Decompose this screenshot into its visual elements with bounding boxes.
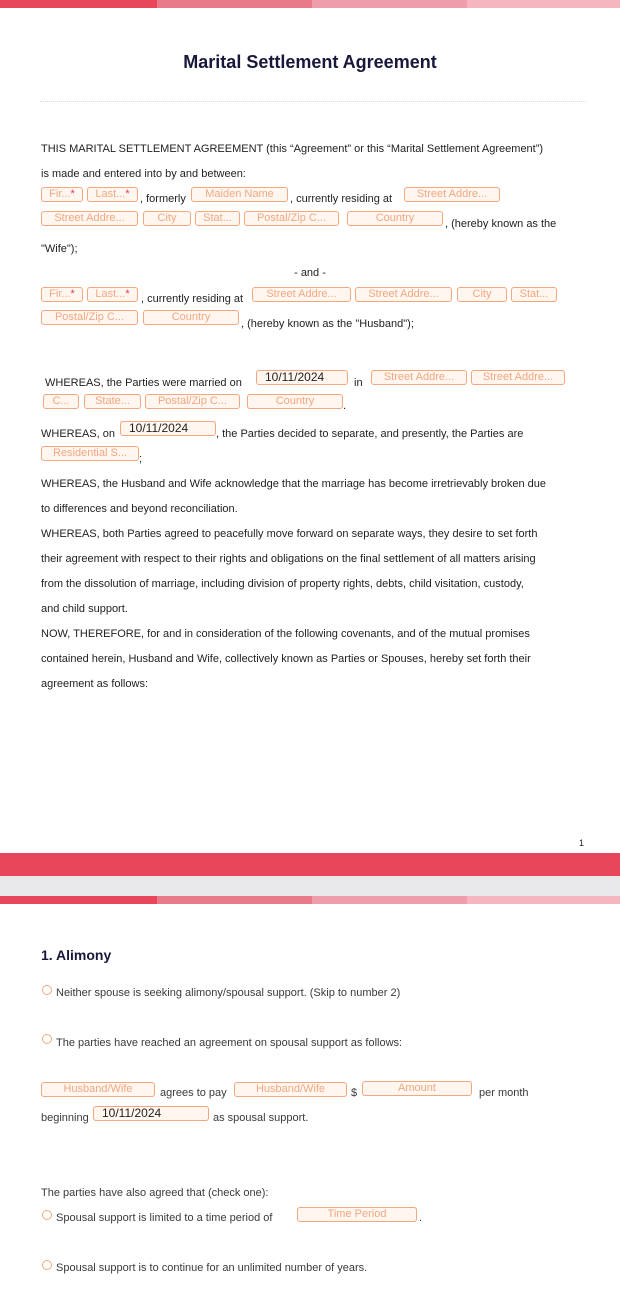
whereas-3-line-1: WHEREAS, the Husband and Wife acknowledge that the marriage has become irretrievably broken due bbox=[41, 478, 547, 490]
option-agreement-label: The parties have reached an agreement on spousal support as follows: bbox=[56, 1037, 403, 1049]
whereas-4-line-4: and child support. bbox=[41, 603, 128, 615]
husband-postal-field[interactable]: Postal/Zip C... bbox=[41, 310, 138, 325]
residential-status-field[interactable]: Residential S... bbox=[41, 446, 139, 461]
wife-state-field[interactable]: Stat... bbox=[195, 211, 240, 226]
separation-on-label: WHEREAS, on bbox=[41, 428, 115, 440]
husband-country-field[interactable]: Country bbox=[143, 310, 239, 325]
whereas-4-line-2: their agreement with respect to their rights and obligations on the final settlement of all matters arising bbox=[41, 553, 536, 565]
wife-last-name-field[interactable]: Last...* bbox=[87, 187, 138, 202]
husband-street-field[interactable]: Street Addre... bbox=[252, 287, 351, 302]
option-no-alimony-radio[interactable] bbox=[42, 985, 52, 995]
marriage-street-field[interactable]: Street Addre... bbox=[371, 370, 467, 385]
option-agreement-radio[interactable] bbox=[42, 1034, 52, 1044]
wife-first-name-field[interactable]: Fir...* bbox=[41, 187, 83, 202]
now-therefore-line-3: agreement as follows: bbox=[41, 678, 148, 690]
marriage-country-field[interactable]: Country bbox=[247, 394, 343, 409]
option-unlimited-radio[interactable] bbox=[42, 1260, 52, 1270]
payer-field[interactable]: Husband/Wife bbox=[41, 1082, 155, 1097]
option-limited-label: Spousal support is limited to a time period of bbox=[56, 1212, 273, 1224]
marriage-postal-field[interactable]: Postal/Zip C... bbox=[145, 394, 240, 409]
separation-label: , the Parties decided to separate, and presently, the Parties are bbox=[216, 428, 524, 440]
husband-first-name-field[interactable]: Fir...* bbox=[41, 287, 83, 302]
in-label: in bbox=[354, 377, 363, 389]
wife-postal-field[interactable]: Postal/Zip C... bbox=[244, 211, 339, 226]
husband-residing-label: , currently residing at bbox=[141, 293, 244, 305]
intro-line-1: THIS MARITAL SETTLEMENT AGREEMENT (this “Agreement” or this “Marital Settlement Agreement”) bbox=[41, 143, 544, 155]
wife-known-label: , (hereby known as the bbox=[445, 218, 557, 230]
page-number: 1 bbox=[579, 838, 585, 848]
header-stripe bbox=[0, 0, 620, 8]
option-unlimited-label: Spousal support is to continue for an unlimited number of years. bbox=[56, 1262, 368, 1274]
marriage-date-field[interactable]: 10/11/2024 bbox=[256, 370, 348, 385]
wife-end-label: "Wife"); bbox=[41, 243, 78, 255]
option-limited-radio[interactable] bbox=[42, 1210, 52, 1220]
header-stripe-2 bbox=[0, 896, 620, 904]
married-period: . bbox=[343, 400, 347, 412]
footer-bar bbox=[0, 853, 620, 876]
document-title: Marital Settlement Agreement bbox=[183, 52, 437, 72]
marriage-state-field[interactable]: State... bbox=[84, 394, 141, 409]
beginning-date-field[interactable]: 10/11/2024 bbox=[93, 1106, 209, 1121]
limited-period: . bbox=[419, 1212, 423, 1224]
per-month-label: per month bbox=[479, 1087, 529, 1099]
now-therefore-line-2: contained herein, Husband and Wife, collectively known as Parties or Spouses, hereby set forth their bbox=[41, 653, 531, 665]
husband-street-2-field[interactable]: Street Addre... bbox=[355, 287, 452, 302]
title-divider bbox=[40, 101, 586, 102]
whereas-3-line-2: to differences and beyond reconciliation. bbox=[41, 503, 238, 515]
marriage-city-field[interactable]: C... bbox=[43, 394, 79, 409]
wife-residing-label: , currently residing at bbox=[290, 193, 393, 205]
wife-city-field[interactable]: City bbox=[143, 211, 191, 226]
whereas-4-line-1: WHEREAS, both Parties agreed to peacefully move forward on separate ways, they desire to set forth bbox=[41, 528, 538, 540]
husband-state-field[interactable]: Stat... bbox=[511, 287, 557, 302]
beginning-label: beginning bbox=[41, 1112, 89, 1124]
wife-street-field[interactable]: Street Addre... bbox=[404, 187, 500, 202]
amount-field[interactable]: Amount bbox=[362, 1081, 472, 1096]
alimony-heading: 1. Alimony bbox=[41, 947, 112, 963]
marriage-street-2-field[interactable]: Street Addre... bbox=[471, 370, 565, 385]
agrees-to-pay-label: agrees to pay bbox=[160, 1087, 227, 1099]
married-label: WHEREAS, the Parties were married on bbox=[45, 377, 242, 389]
option-no-alimony-label: Neither spouse is seeking alimony/spousal support. (Skip to number 2) bbox=[56, 987, 401, 999]
husband-known-label: , (hereby known as the "Husband"); bbox=[241, 318, 414, 330]
also-agreed-label: The parties have also agreed that (check one): bbox=[41, 1187, 269, 1199]
wife-country-field[interactable]: Country bbox=[347, 211, 443, 226]
as-support-label: as spousal support. bbox=[213, 1112, 309, 1124]
and-separator: - and - bbox=[294, 267, 326, 279]
separation-semicolon: ; bbox=[139, 453, 143, 465]
husband-city-field[interactable]: City bbox=[457, 287, 507, 302]
payee-field[interactable]: Husband/Wife bbox=[234, 1082, 347, 1097]
time-period-field[interactable]: Time Period bbox=[297, 1207, 417, 1222]
intro-line-2: is made and entered into by and between: bbox=[41, 168, 246, 180]
formerly-label: , formerly bbox=[140, 193, 186, 205]
wife-maiden-name-field[interactable]: Maiden Name bbox=[191, 187, 288, 202]
now-therefore-line-1: NOW, THEREFORE, for and in consideration of the following covenants, and of the mutual promises bbox=[41, 628, 530, 640]
separation-date-field[interactable]: 10/11/2024 bbox=[120, 421, 216, 436]
whereas-4-line-3: from the dissolution of marriage, including division of property rights, debts, child visitation, custody, bbox=[41, 578, 524, 590]
husband-last-name-field[interactable]: Last...* bbox=[87, 287, 138, 302]
wife-street-2-field[interactable]: Street Addre... bbox=[41, 211, 138, 226]
dollar-sign: $ bbox=[351, 1087, 358, 1099]
